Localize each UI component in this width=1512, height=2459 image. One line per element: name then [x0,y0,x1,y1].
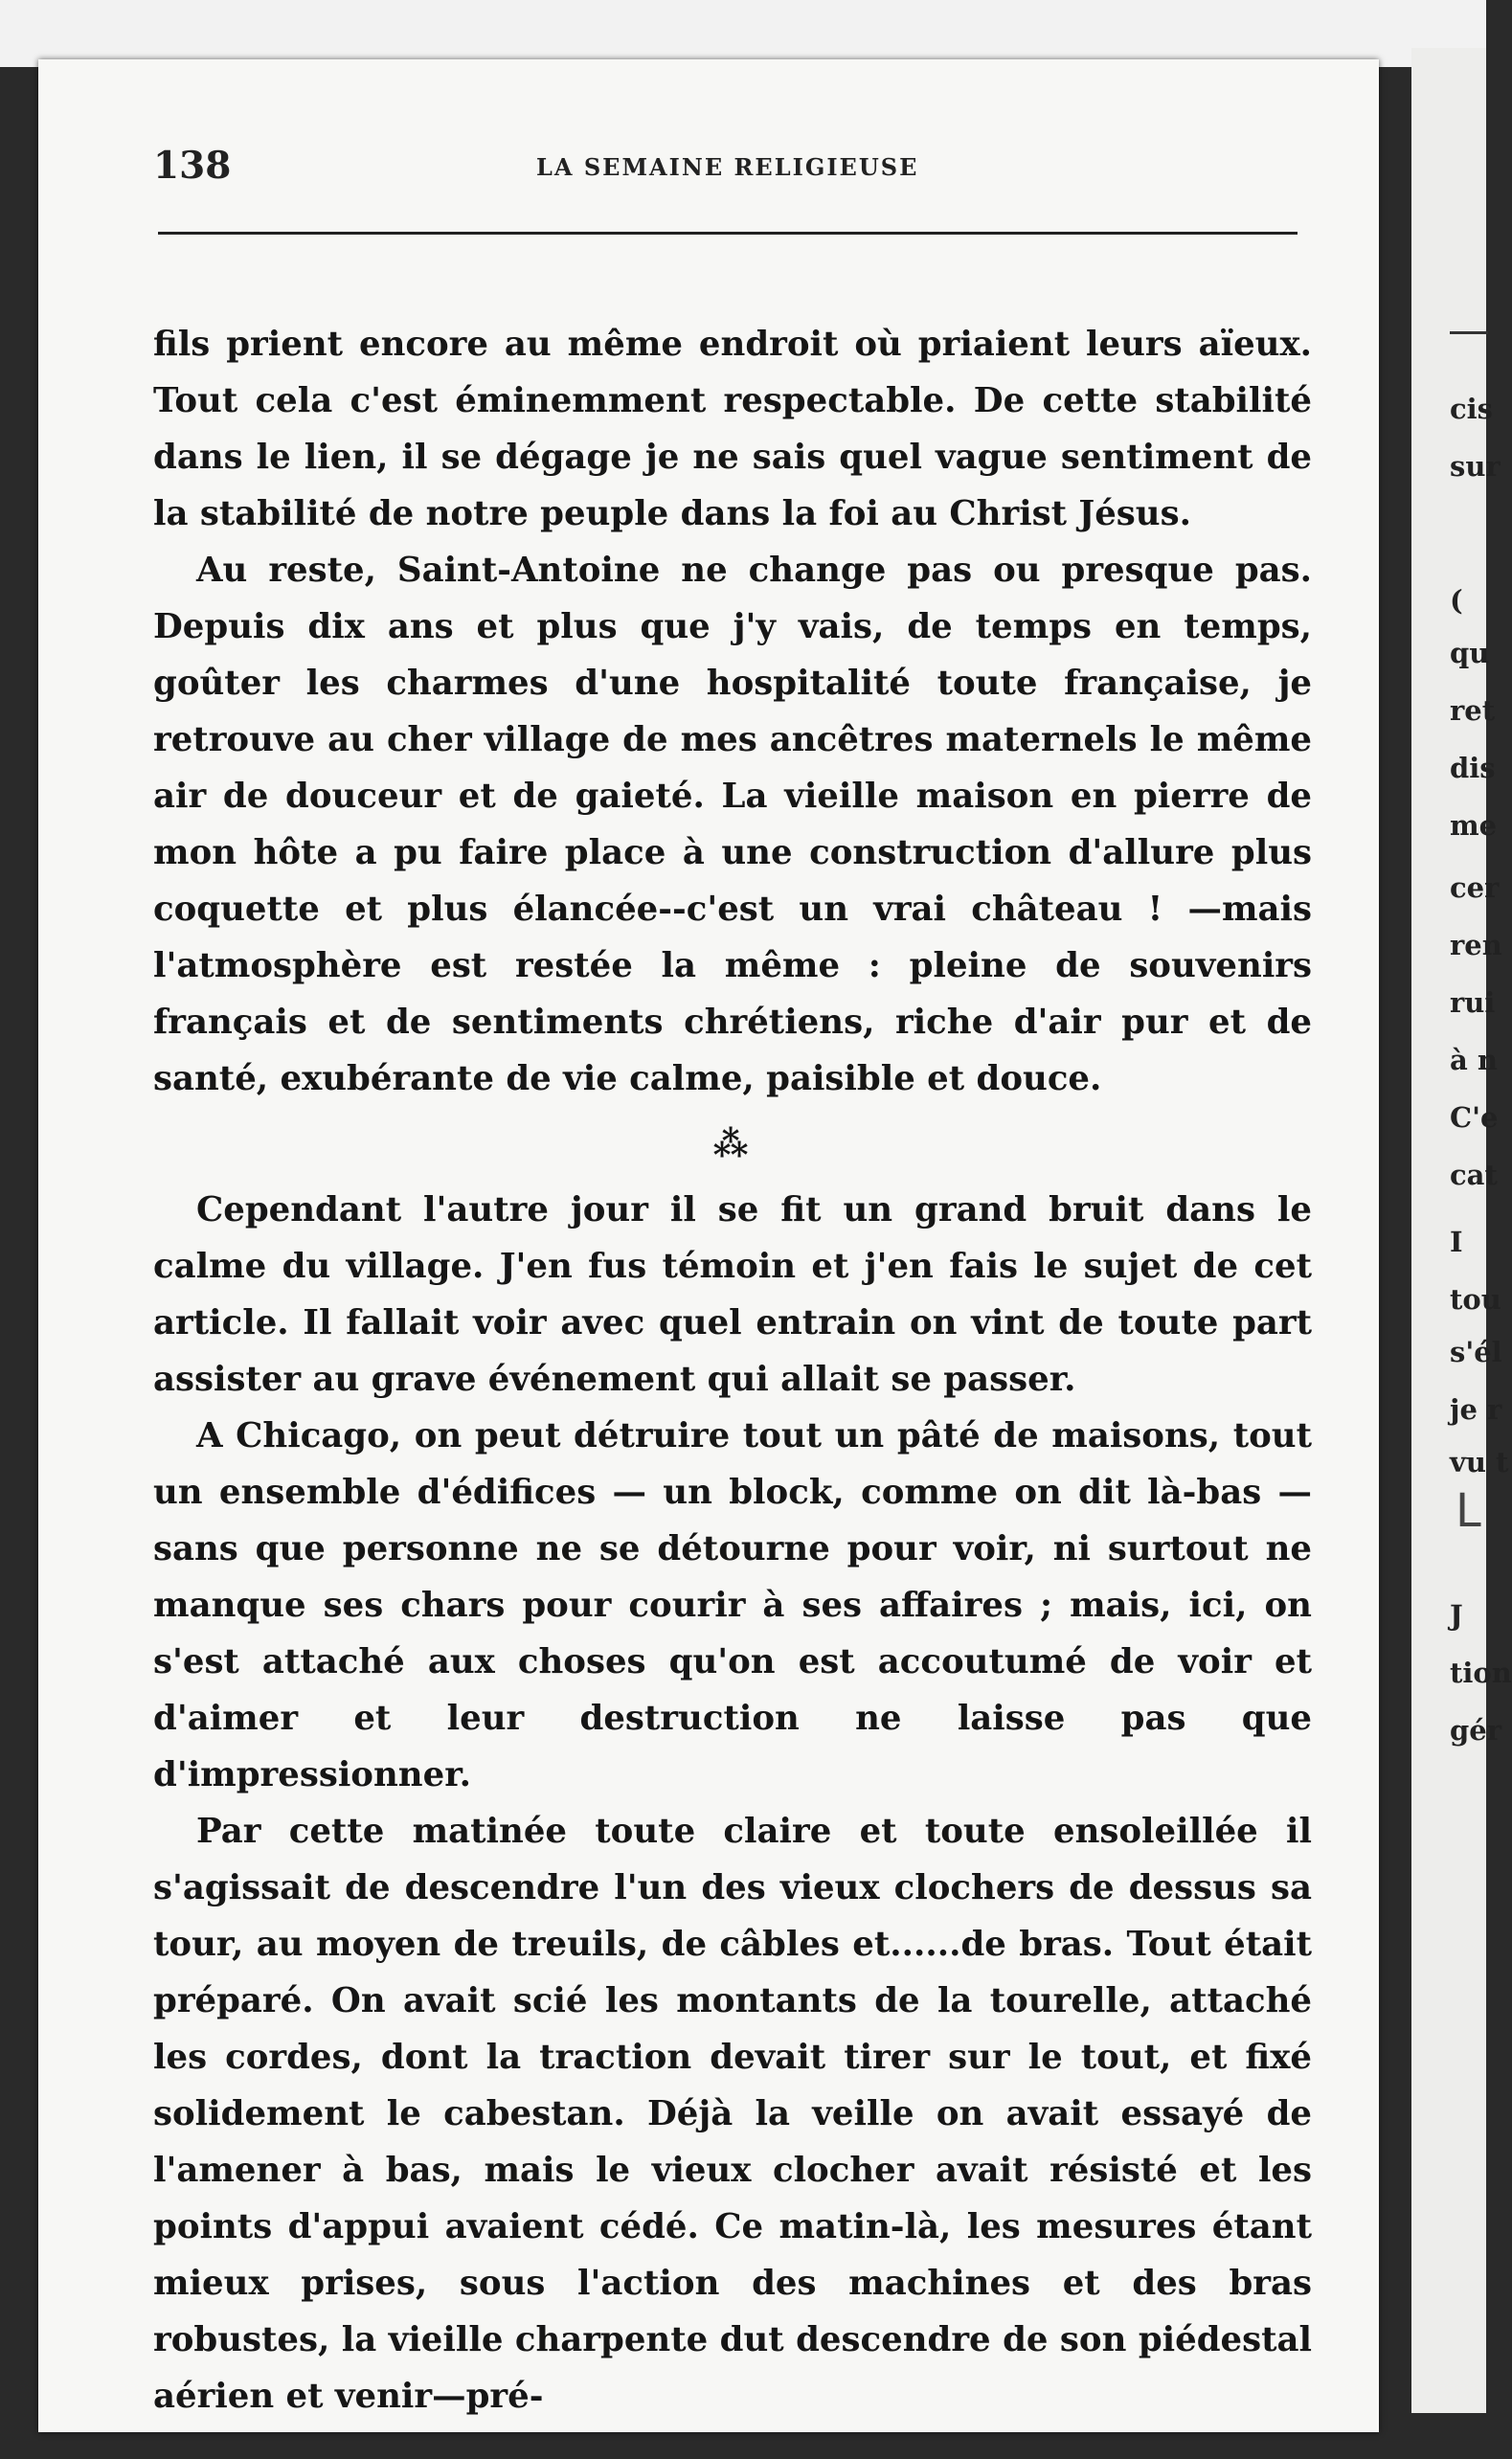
paragraph: Par cette matinée toute claire et toute ensoleillée il s'agissait de descendre l'un des vieux clochers de dessus sa tour, au moyen de treuils, de câbles et......de bras. Tout était préparé. On avait scié les montants de la tourelle, attaché les cordes, dont la traction devait tirer sur le tout, et fixé solidement le cabestan. Déjà la veille on avait essayé de l'amener à bas, mais le vieux clocher avait résisté et les points d'appui avaient cédé. Ce matin-là, les mesures étant mieux prises, sous l'action des machines et des bras robustes, la vieille charpente dut descendre de son piédestal aérien et venir—pré- [153,1812,1312,2416]
section-separator: ⁂ [712,1124,753,1164]
facing-page-fragment: je r [1450,1393,1502,1426]
header-rule [158,232,1298,235]
facing-page-fragment: C'e [1450,1101,1499,1134]
body-text [153,316,1312,2425]
page-header [153,144,1298,201]
running-title: LA SEMAINE RELIGIEUSE [536,153,919,181]
facing-page-fragment: à n [1450,1044,1498,1076]
facing-page-fragment: dis [1450,752,1496,784]
facing-page-fragment: s'él [1450,1336,1502,1368]
facing-page-fragment: sur [1450,450,1501,483]
facing-page-fragment: cat [1450,1159,1498,1191]
facing-page-fragment: me [1450,809,1498,842]
paragraph: Cependant l'autre jour il se fit un grand bruit dans le calme du village. J'en fus témoin et j'en fais le sujet de cet article. Il fallait voir avec quel entrain on vint de toute part assister au grave événement qui allait se passer. [153,1190,1312,1399]
handwritten-mark: L [1456,1484,1481,1538]
facing-page-edge [1411,48,1512,2413]
facing-page-fragment: gér [1450,1714,1502,1747]
facing-page-fragment: cis [1450,393,1494,425]
facing-page-fragment: ren [1450,929,1502,961]
facing-page-fragment: ret [1450,694,1496,727]
paragraph: fils prient encore au même endroit où priaient leurs aïeux. Tout cela c'est éminemment respectable. De cette stabilité dans le lien, il se dégage je ne sais quel vague sentiment de la stabilité de notre peuple dans la foi au Christ Jésus. [153,325,1312,533]
facing-page-fragment: ( [1450,584,1463,617]
facing-page-fragment: cer [1450,871,1500,904]
paragraph: Au reste, Saint-Antoine ne change pas ou presque pas. Depuis dix ans et plus que j'y vais, de temps en temps, goûter les charmes d'une hospitalité toute française, je retrouve au cher village de mes ancêtres maternels le même air de douceur et de gaieté. La vieille maison en pierre de mon hôte a pu faire place à une construction d'allure plus coquette et plus élancée--c'est un vrai château ! —mais l'atmosphère est restée la même : pleine de souvenirs français et de sentiments chrétiens, riche d'air pur et de santé, exubérante de vie calme, paisible et douce. [153,551,1312,1098]
paragraph: A Chicago, on peut détruire tout un pâté de maisons, tout un ensemble d'édifices — un block, comme on dit là-bas — sans que personne ne se détourne pour voir, ni surtout ne manque ses chars pour courir à ses affaires ; mais, ici, on s'est attaché aux choses qu'on est accoutumé de voir et d'aimer et leur destruction ne laisse pas que d'impressionner. [153,1416,1312,1794]
facing-page-fragment: J [1450,1599,1463,1632]
facing-page-fragment: qu [1450,637,1490,669]
scan-background [0,0,1486,67]
facing-page-fragment: tou [1450,1283,1501,1316]
page-number: 138 [153,144,232,188]
facing-page-fragment: vu t [1450,1446,1509,1478]
facing-page-rule [1450,331,1488,334]
facing-page-fragment: I [1450,1226,1463,1258]
facing-page-fragment: tion [1450,1657,1512,1689]
facing-page-fragment: rui [1450,986,1496,1019]
